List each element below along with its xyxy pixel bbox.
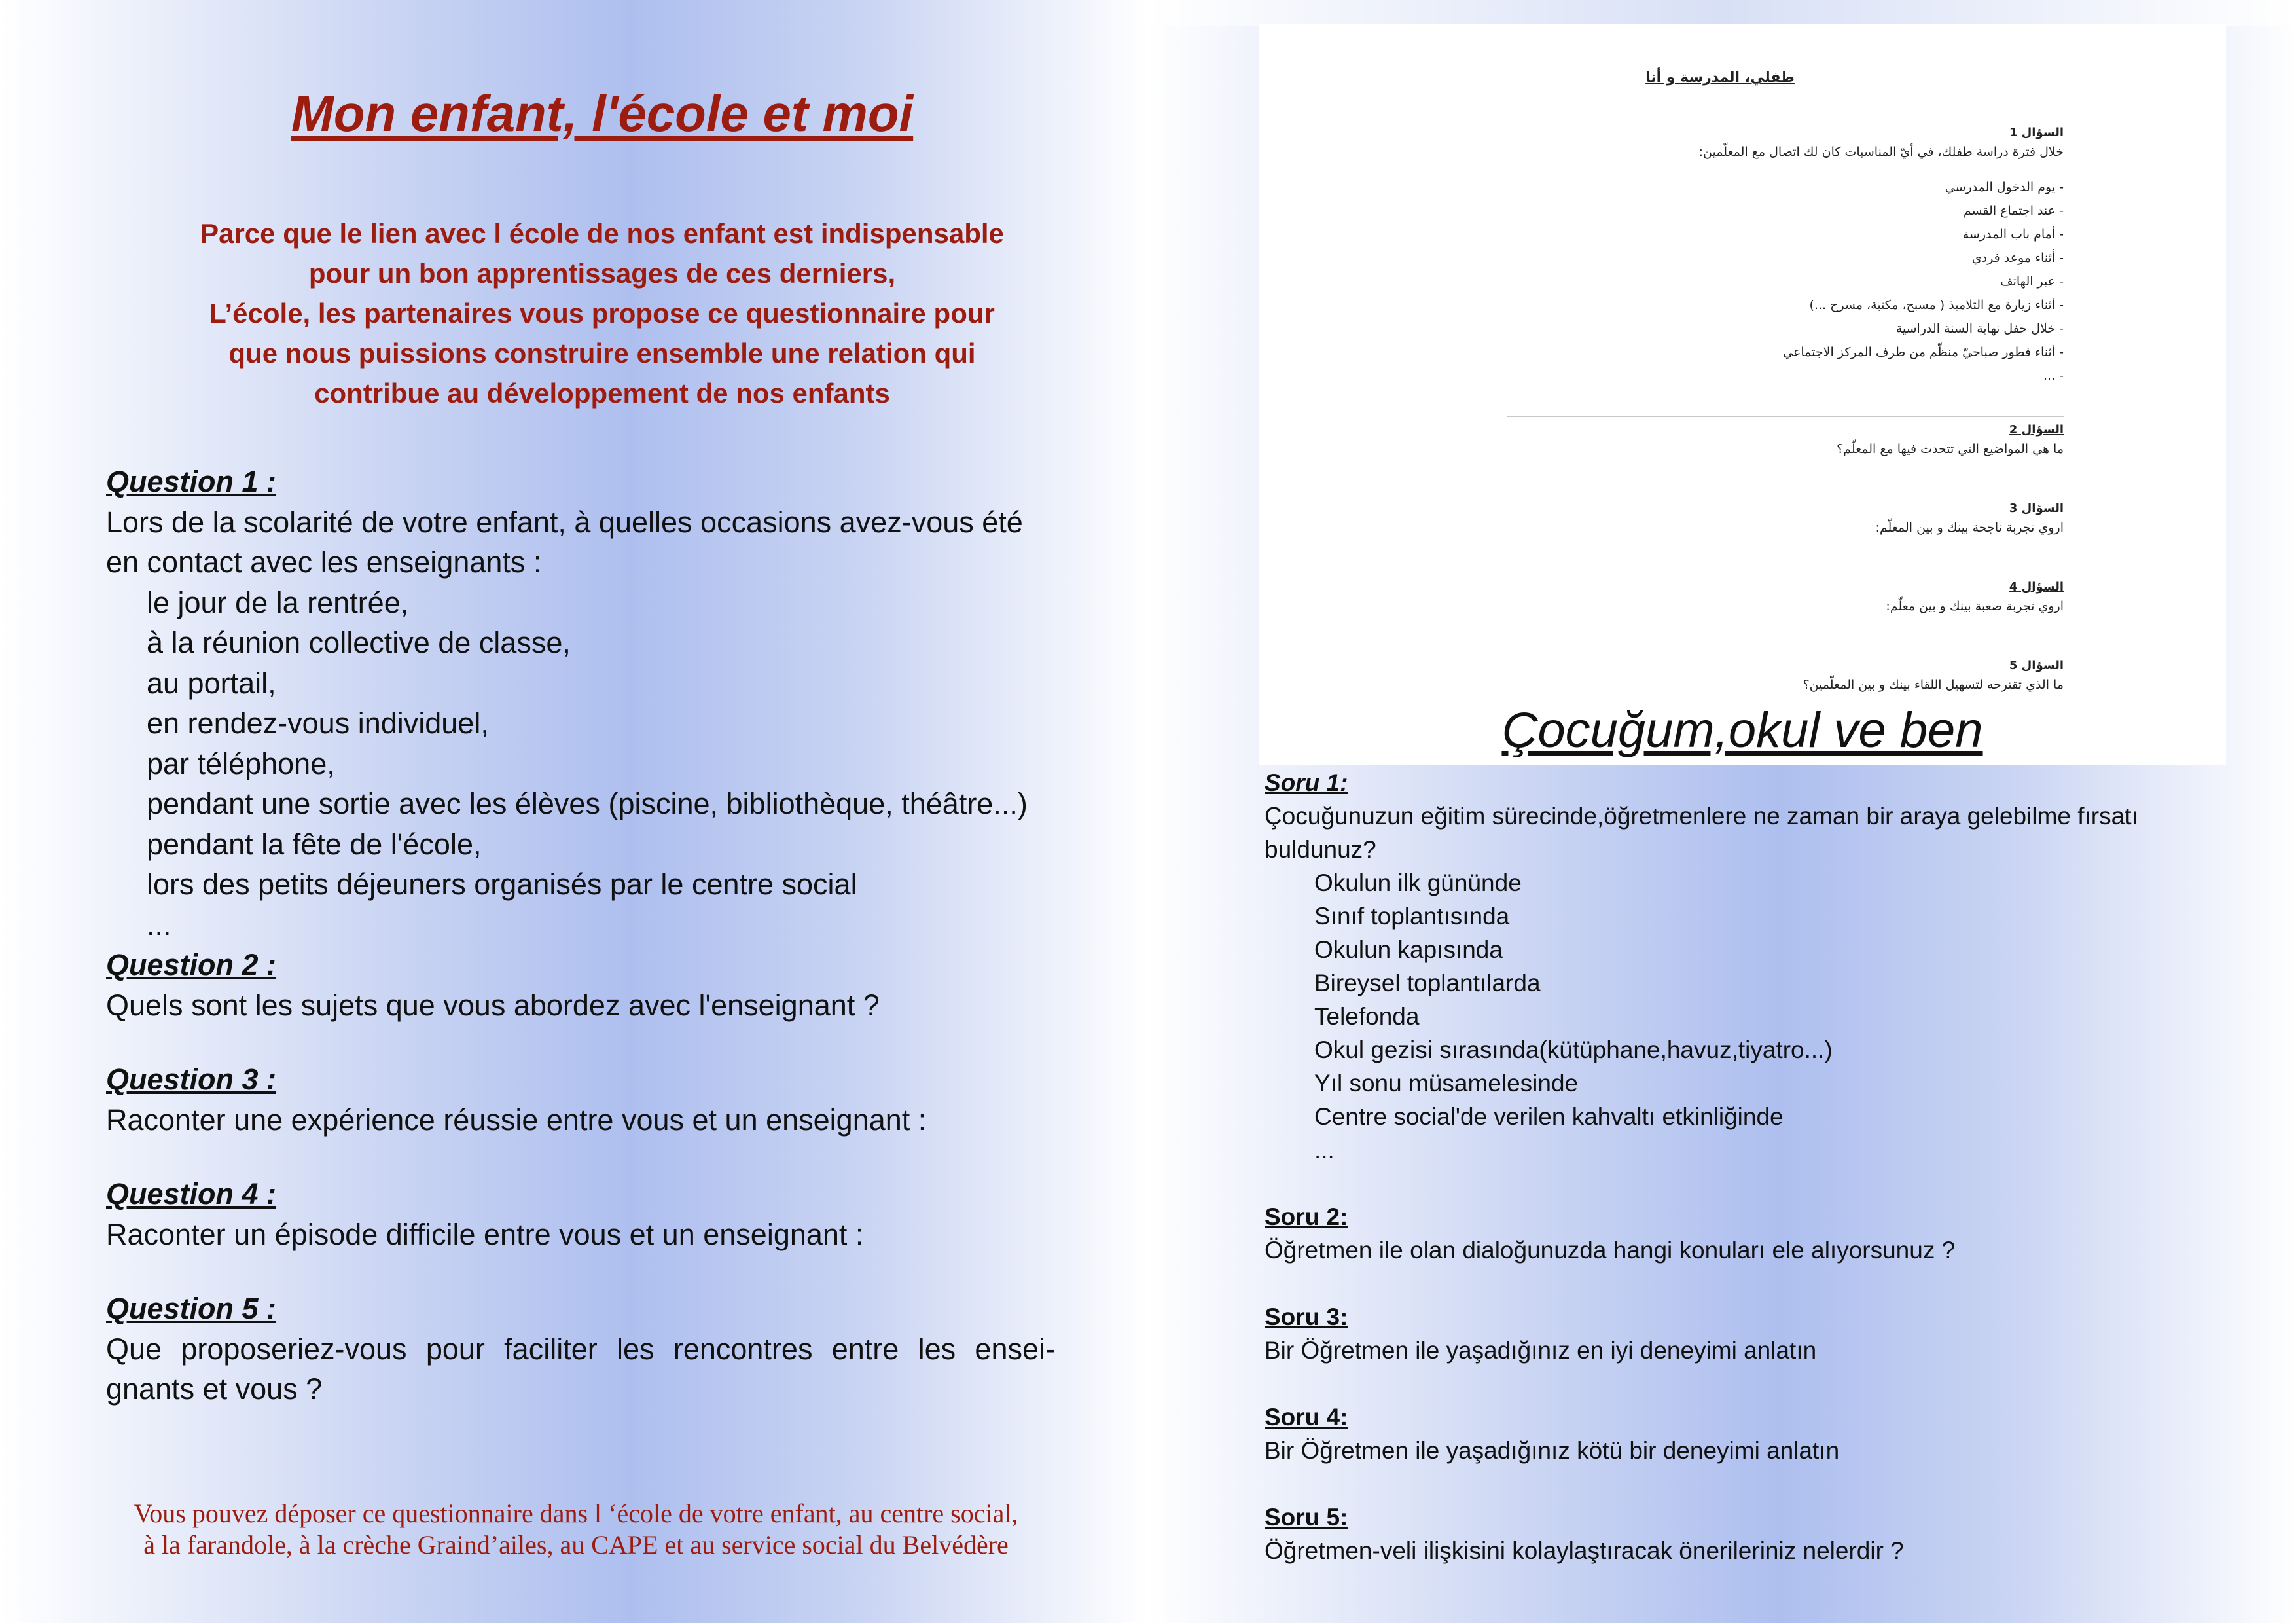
question-1-text: Lors de la scolarité de votre enfant, à quelles occasions avez-vous été en contact avec les enseignants : (106, 505, 1023, 579)
arabic-question-1 (1376, 126, 2064, 383)
footer-line: à la farandole, à la crèche Graind’ailes, au CAPE et au service social du Belvédère (143, 1530, 1009, 1559)
top-fade (1148, 0, 2296, 26)
soru-4-label: Soru 4: (1265, 1404, 1348, 1431)
soru-3-label: Soru 3: (1265, 1304, 1348, 1330)
arabic-q3-text: اروي تجربة ناجحة بينك و بين المعلّم: (1875, 520, 2064, 535)
question-5-label: Question 5 : (106, 1292, 277, 1325)
arabic-option: - أمام باب المدرسة (1962, 227, 2064, 242)
question-2-label: Question 2 : (106, 948, 277, 981)
soru-4-text: Bir Öğretmen ile yaşadığınız kötü bir deneyimi anlatın (1265, 1437, 1840, 1464)
option-item: lors des petits déjeuners organisés par le centre social (147, 867, 857, 901)
option-item: pendant une sortie avec les élèves (piscine, bibliothèque, théâtre...) (147, 787, 1028, 820)
option-item: pendant la fête de l'école, (147, 827, 482, 861)
arabic-q5-label: السؤال 5 (2009, 659, 2064, 672)
option-item: Bireysel toplantılarda (1314, 970, 1541, 996)
soru-3-text: Bir Öğretmen ile yaşadığınız en iyi deneyimi anlatın (1265, 1337, 1817, 1364)
intro-line: Parce que le lien avec l école de nos enfant est indispensable (200, 218, 1004, 249)
soru-1-options (1265, 866, 2220, 1167)
arabic-q5-text: ما الذي تقترحه لتسهيل اللقاء بينك و بين المعلّمين؟ (1803, 678, 2064, 692)
option-item: le jour de la rentrée, (147, 585, 409, 619)
option-item: en rendez-vous individuel, (147, 706, 489, 740)
arabic-q1-label: السؤال 1 (2009, 126, 2064, 139)
question-2-text: Quels sont les sujets que vous abordez avec l'enseignant ? (106, 988, 880, 1022)
question-1-options (106, 583, 1055, 945)
arabic-question-5 (1376, 659, 2064, 692)
soru-5-text: Öğretmen-veli ilişkisini kolaylaştıracak önerileriniz nelerdir ? (1265, 1537, 1904, 1564)
soru-1-label: Soru 1: (1265, 769, 1348, 796)
question-4-text: Raconter un épisode difficile entre vous et un enseignant : (106, 1217, 864, 1251)
arabic-questionnaire-card (1259, 24, 2226, 765)
arabic-option: - عند اجتماع القسم (1963, 204, 2064, 218)
option-item: au portail, (147, 666, 276, 700)
turkish-title: Çocuğum,okul ve ben (1501, 702, 1983, 758)
soru-2-text: Öğretmen ile olan dialoğunuzda hangi konuları ele alıyorsunuz ? (1265, 1237, 1956, 1264)
arabic-q2-label: السؤال 2 (2009, 423, 2064, 437)
arabic-q2-text: ما هي المواضيع التي تتحدث فيها مع المعلّم؟ (1837, 442, 2064, 456)
arabic-q4-label: السؤال 4 (2009, 580, 2064, 594)
question-5-text: Que proposeriez-vous pour faciliter les rencontres entre les ensei-gnants et vous ? (106, 1332, 1055, 1406)
option-item: Okulun kapısında (1314, 936, 1503, 963)
arabic-title: طفلي، المدرسة و أنا (1645, 69, 1795, 86)
option-item: à la réunion collective de classe, (147, 626, 571, 659)
arabic-option: - أثناء موعد فردي (1971, 251, 2064, 265)
intro-line: pour un bon apprentissages de ces derniers, (308, 258, 896, 289)
option-item: Telefonda (1314, 1003, 1420, 1030)
turkish-questionnaire (1265, 766, 2220, 1567)
divider (1507, 416, 2064, 417)
arabic-q3-label: السؤال 3 (2009, 501, 2064, 515)
question-3-text: Raconter une expérience réussie entre vous et un enseignant : (106, 1103, 927, 1137)
option-item: ... (1314, 1137, 1335, 1163)
arabic-option: - ... (2043, 369, 2064, 383)
french-footer (105, 1498, 1047, 1561)
arabic-option: - يوم الدخول المدرسي (1945, 180, 2064, 194)
intro-line: L’école, les partenaires vous propose ce questionnaire pour (209, 298, 995, 329)
option-item: par téléphone, (147, 746, 335, 780)
soru-2-label: Soru 2: (1265, 1203, 1348, 1230)
french-title: Mon enfant, l'école et moi (291, 84, 914, 142)
question-4-label: Question 4 : (106, 1177, 277, 1211)
question-3-label: Question 3 : (106, 1063, 277, 1096)
arabic-q1-text: خلال فترة دراسة طفلك، في أيّ المناسبات كان لك اتصال مع المعلّمين: (1698, 145, 2064, 159)
soru-1-text: Çocuğunuzun eğitim sürecinde,öğretmenlere ne zaman bir araya gelebilme fırsatı buldunuz? (1265, 803, 2138, 863)
footer-line: Vous pouvez déposer ce questionnaire dans l ‘école de votre enfant, au centre social, (134, 1499, 1018, 1528)
arabic-option: - خلال حفل نهاية السنة الدراسية (1895, 321, 2064, 336)
option-item: Yıl sonu müsamelesinde (1314, 1070, 1579, 1097)
option-item: Centre social'de verilen kahvaltı etkinliğinde (1314, 1103, 1784, 1130)
arabic-option: - عبر الهاتف (2000, 274, 2064, 289)
option-item: Okulun ilk gününde (1314, 869, 1522, 896)
intro-line: que nous puissions construire ensemble une relation qui (228, 338, 976, 369)
option-item: Okul gezisi sırasında(kütüphane,havuz,tiyatro...) (1314, 1036, 1833, 1063)
arabic-option: - أثناء زيارة مع التلاميذ ( مسبح، مكتبة، مسرح ...) (1809, 298, 2064, 312)
arabic-question-4 (1376, 580, 2064, 613)
french-intro (105, 213, 1100, 413)
intro-line: contribue au développement de nos enfants (314, 378, 890, 409)
french-questionnaire (106, 462, 1055, 1410)
arabic-question-3 (1376, 501, 2064, 535)
arabic-q4-text: اروي تجربة صعبة بينك و بين معلّم: (1886, 599, 2064, 613)
question-1-label: Question 1 : (106, 465, 277, 498)
option-item: Sınıf toplantısında (1314, 903, 1510, 930)
arabic-question-2 (1376, 423, 2064, 456)
arabic-option: - أثناء فطور صباحيّ منظّم من طرف المركز الاجتماعي (1783, 345, 2064, 359)
option-item: ... (147, 907, 171, 941)
soru-5-label: Soru 5: (1265, 1504, 1348, 1531)
